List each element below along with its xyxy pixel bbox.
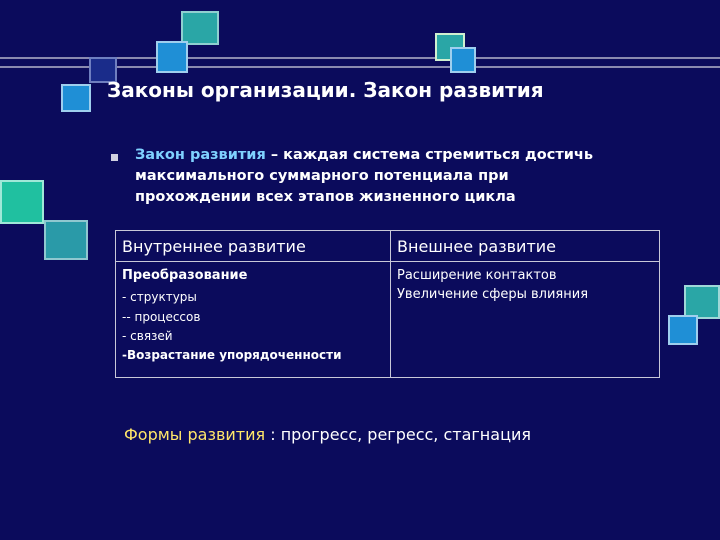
internal-last-item: -Возрастание упорядоченности bbox=[122, 348, 342, 362]
internal-item: - связей bbox=[122, 329, 173, 343]
decor-square bbox=[156, 41, 188, 73]
forms-label: Формы развития bbox=[124, 425, 266, 444]
decor-square bbox=[181, 11, 219, 45]
law-definition bbox=[135, 145, 675, 208]
slide-title: Законы организации. Закон развития bbox=[107, 78, 544, 102]
internal-cell bbox=[116, 262, 391, 378]
header-external: Внешнее развитие bbox=[391, 231, 660, 262]
header-internal: Внутреннее развитие bbox=[116, 231, 391, 262]
external-item: Расширение контактов bbox=[397, 268, 557, 283]
table-row bbox=[116, 262, 660, 378]
definition-line-1: – каждая система стремиться достичь bbox=[265, 147, 593, 163]
internal-item: - структуры bbox=[122, 290, 197, 304]
definition-line-3: прохождении всех этапов жизненного цикла bbox=[135, 189, 516, 205]
external-item: Увеличение сферы влияния bbox=[397, 287, 589, 302]
bullet-marker bbox=[111, 154, 118, 161]
table-header-row bbox=[116, 231, 660, 262]
decor-square bbox=[450, 47, 476, 73]
external-cell bbox=[391, 262, 660, 378]
definition-line-2: максимального суммарного потенциала при bbox=[135, 168, 509, 184]
development-table bbox=[115, 230, 660, 378]
internal-title: Преобразование bbox=[122, 268, 248, 283]
decor-square bbox=[668, 315, 698, 345]
decor-square bbox=[44, 220, 88, 260]
forms-values: : прогресс, регресс, стагнация bbox=[265, 425, 531, 444]
decor-square bbox=[684, 285, 720, 319]
development-forms bbox=[124, 425, 531, 444]
internal-item: -- процессов bbox=[122, 310, 201, 324]
law-term: Закон развития bbox=[135, 147, 266, 163]
decor-square bbox=[61, 84, 91, 112]
decor-square bbox=[0, 180, 44, 224]
